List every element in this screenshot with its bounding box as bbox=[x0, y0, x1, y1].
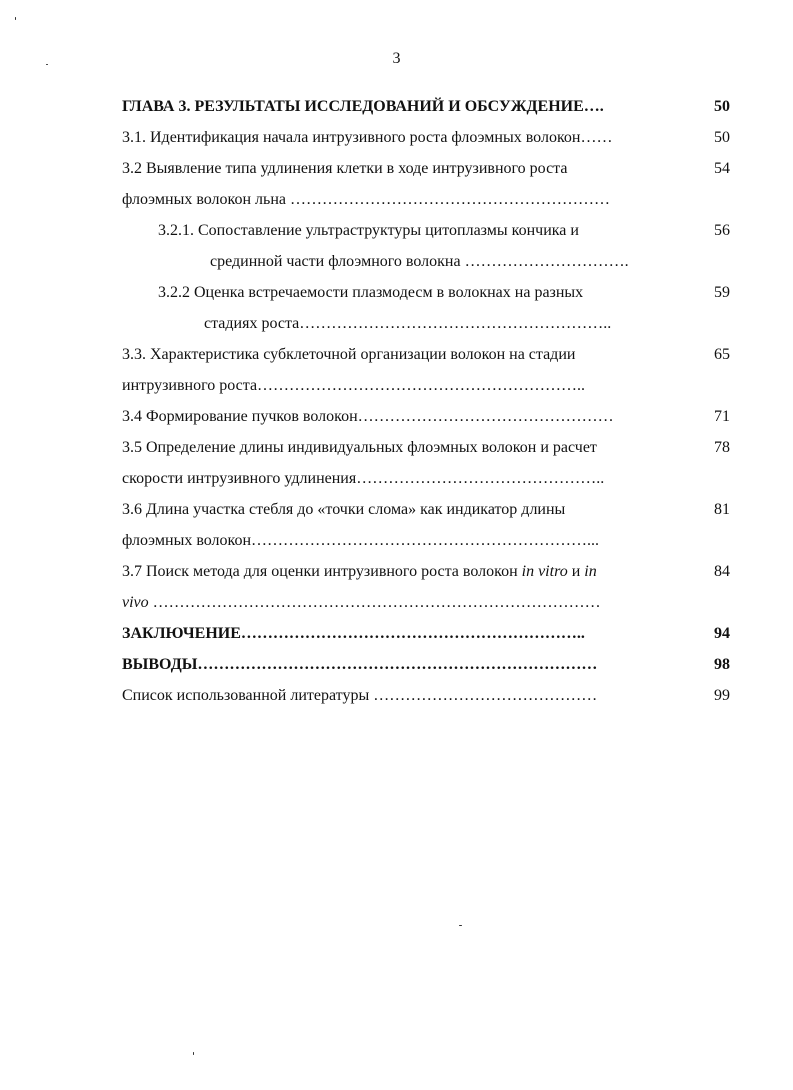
toc-entry-3-2-2[interactable] bbox=[122, 277, 732, 339]
toc-entry-3-7[interactable] bbox=[122, 556, 732, 618]
toc-entry-title-line-1: 3.6 Длина участка стебля до «точки слома» как индикатор длины bbox=[122, 501, 566, 518]
toc-entry-page: 71 bbox=[714, 408, 730, 425]
toc-entry-text: и bbox=[567, 563, 585, 580]
toc-entry-3-5[interactable] bbox=[122, 432, 732, 494]
toc-entry-title-line-2: флоэмных волокон………………………………………………………... bbox=[122, 532, 600, 549]
scan-speck bbox=[193, 1052, 194, 1055]
toc-entry-conclusion[interactable] bbox=[122, 618, 732, 649]
toc-entry-title-line-1: 3.2 Выявление типа удлинения клетки в ходе интрузивного роста bbox=[122, 160, 568, 177]
toc-entry-page: 99 bbox=[714, 687, 730, 704]
toc-entry-findings[interactable] bbox=[122, 649, 732, 680]
toc-entry-title: Список использованной литературы …………………………………… bbox=[122, 687, 598, 704]
toc-entry-page: 65 bbox=[714, 346, 730, 363]
toc-entry-italic-term: in vitro bbox=[521, 563, 568, 580]
toc-entry-title-line-2 bbox=[122, 587, 694, 618]
scan-speck bbox=[459, 925, 462, 926]
toc-entry-page: 50 bbox=[714, 129, 730, 146]
toc-entry-page: 59 bbox=[714, 284, 730, 301]
scan-speck bbox=[46, 64, 48, 65]
toc-entry-page: 81 bbox=[714, 501, 730, 518]
toc-entry-title: 3.4 Формирование пучков волокон………………………………………… bbox=[122, 408, 614, 425]
toc-entry-3-4[interactable] bbox=[122, 401, 732, 432]
toc-entry-3-2-1[interactable] bbox=[122, 215, 732, 277]
toc-entry-references[interactable] bbox=[122, 680, 732, 711]
page-number: 3 bbox=[392, 50, 401, 67]
toc-entry-title-line-1: 3.3. Характеристика субклеточной организации волокон на стадии bbox=[122, 346, 576, 363]
table-of-contents bbox=[122, 91, 732, 711]
toc-entry-3-6[interactable] bbox=[122, 494, 732, 556]
toc-entry-title-line-2: срединной части флоэмного волокна …………………………. bbox=[210, 253, 629, 270]
toc-entry-title: ЗАКЛЮЧЕНИЕ……………………………………………………….. bbox=[122, 625, 585, 642]
toc-entry-title: ГЛАВА 3. РЕЗУЛЬТАТЫ ИССЛЕДОВАНИЙ И ОБСУЖДЕНИЕ…. bbox=[122, 98, 604, 115]
toc-entry-3-3[interactable] bbox=[122, 339, 732, 401]
toc-entry-title-line-1 bbox=[122, 556, 694, 587]
toc-entry-page: 94 bbox=[714, 625, 730, 642]
toc-entry-title-line-2: флоэмных волокон льна …………………………………………………… bbox=[122, 191, 610, 208]
toc-entry-italic-term: in bbox=[584, 563, 597, 580]
toc-entry-title: ВЫВОДЫ………………………………………………………………… bbox=[122, 656, 598, 673]
toc-entry-title-line-2: интрузивного роста…………………………………………………….. bbox=[122, 377, 586, 394]
toc-entry-page: 56 bbox=[714, 222, 730, 239]
toc-entry-title-line-1: 3.5 Определение длины индивидуальных флоэмных волокон и расчет bbox=[122, 439, 597, 456]
toc-entry-page: 54 bbox=[714, 160, 730, 177]
toc-entry-page: 78 bbox=[714, 439, 730, 456]
toc-entry-title: 3.1. Идентификация начала интрузивного роста флоэмных волокон…… bbox=[122, 129, 613, 146]
toc-entry-text: ………………………………………………………………………… bbox=[148, 594, 601, 611]
toc-entry-title-line-1: 3.2.2 Оценка встречаемости плазмодесм в волокнах на разных bbox=[158, 284, 584, 301]
toc-entry-3-2[interactable] bbox=[122, 153, 732, 215]
toc-entry-title-line-2: скорости интрузивного удлинения……………………………………….. bbox=[122, 470, 605, 487]
scan-speck bbox=[15, 17, 16, 20]
toc-entry-3-1[interactable] bbox=[122, 122, 732, 153]
toc-entry-chapter-3[interactable] bbox=[122, 91, 732, 122]
toc-entry-page: 84 bbox=[714, 563, 730, 580]
toc-entry-page: 50 bbox=[714, 98, 730, 115]
toc-entry-italic-term: vivo bbox=[122, 594, 149, 611]
toc-entry-page: 98 bbox=[714, 656, 730, 673]
toc-entry-title-line-2: стадиях роста………………………………………………….. bbox=[204, 315, 612, 332]
toc-entry-text: 3.7 Поиск метода для оценки интрузивного роста волокон bbox=[122, 563, 522, 580]
toc-entry-title-line-1: 3.2.1. Сопоставление ультраструктуры цитоплазмы кончика и bbox=[158, 222, 579, 239]
